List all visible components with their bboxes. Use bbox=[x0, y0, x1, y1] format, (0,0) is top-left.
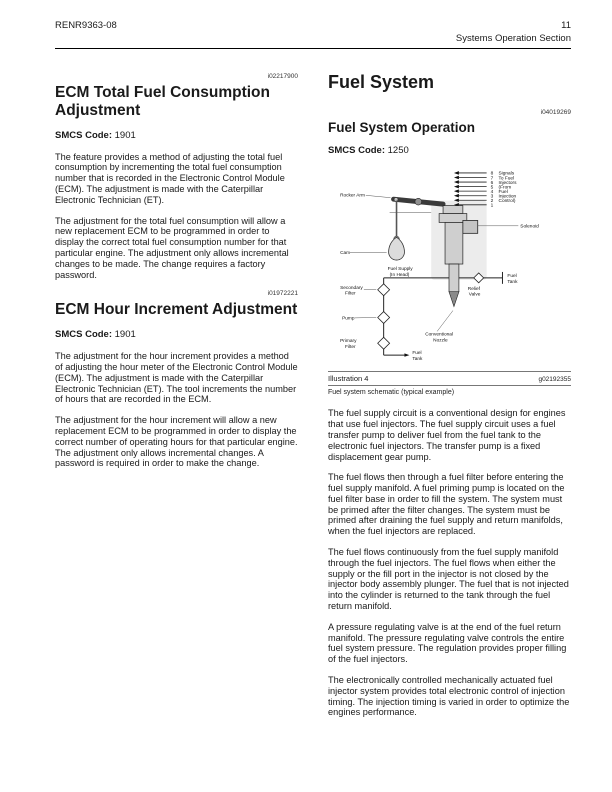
illustration-container bbox=[328, 167, 571, 396]
signal-label-line: Signals bbox=[498, 172, 515, 178]
illustration-caption: Fuel system schematic (typical example) bbox=[328, 385, 571, 396]
signal-label-line: Control) bbox=[498, 199, 516, 205]
fuel-supply-label-line2: (In Head) bbox=[389, 273, 410, 279]
smcs-label: SMCS Code: bbox=[328, 145, 385, 157]
signal-label-line: To Fuel bbox=[498, 176, 515, 182]
signal-number: 4 bbox=[490, 190, 494, 196]
signal-text-label bbox=[499, 171, 518, 204]
article-ref-id: i04019269 bbox=[540, 108, 571, 116]
rocker-arm-assembly bbox=[340, 193, 443, 205]
smcs-value: 1250 bbox=[387, 145, 409, 157]
pump-label: Pump bbox=[342, 316, 355, 322]
paragraph: The electronically controlled mechanically actuated fuel injector system provides total electronic control of injection timing. The injection timing is varied in order to optimize the engines performance. bbox=[328, 675, 570, 718]
pump-symbol bbox=[378, 312, 390, 324]
illustration-number: Illustration 4 bbox=[328, 374, 369, 384]
fuel-supply-label-line1: Fuel Supply bbox=[387, 267, 413, 273]
fuel-tank-right-label-line1: Fuel bbox=[507, 274, 517, 280]
article-title-fuel-system-operation: Fuel System Operation bbox=[328, 119, 476, 135]
article-ecm-hour-increment bbox=[55, 290, 298, 469]
signal-label-line: Injectors bbox=[498, 181, 517, 187]
solenoid-assembly bbox=[463, 221, 539, 234]
secondary-filter-label-line1: Secondary bbox=[340, 286, 363, 292]
cam-and-pushrod bbox=[340, 201, 404, 260]
signal-label-line: Fuel bbox=[498, 190, 508, 196]
smcs-value: 1901 bbox=[114, 129, 136, 141]
solenoid-label: Solenoid bbox=[520, 224, 539, 230]
illustration-graphic-id: g02192355 bbox=[538, 376, 571, 384]
signal-label-line: Injection bbox=[498, 194, 517, 200]
paragraph: The adjustment for the hour increment will allow a new replacement ECM to be programmed in order to display the correct number of operating hours for that particular engine. The adjustment only allows incremental changes. A password is required in order to make the change. bbox=[55, 415, 298, 469]
paragraph: The fuel supply circuit is a conventional design for engines that use fuel injectors. The fuel supply circuit uses a fuel transfer pump to deliver fuel from the fuel tank to the electronic fuel injectors. The transfer pump is a fixed displacement gear pump. bbox=[328, 408, 566, 462]
page-content bbox=[55, 20, 571, 728]
smcs-code-line bbox=[328, 145, 571, 156]
primary-filter-symbol bbox=[378, 338, 390, 350]
smcs-code-line bbox=[55, 130, 298, 141]
page-header bbox=[55, 20, 571, 31]
signal-number: 5 bbox=[490, 185, 494, 191]
article-title-ecm-total-fuel: ECM Total Fuel Consumption Adjustment bbox=[55, 84, 270, 119]
injector-nozzle-tip bbox=[449, 292, 459, 307]
paragraph: A pressure regulating valve is at the end of the fuel return manifold. The pressure regulating valve controls the entire fuel system pressure. The regulation provides proper filling of the fuel injectors. bbox=[328, 621, 567, 665]
paragraph: The adjustment for the total fuel consumption will allow a new replacement ECM to be programmed in order to display the correct total fuel consumption number for that particular engine. The adjustment only allows incremental changes to be made. The change requires a factory password. bbox=[55, 215, 289, 280]
secondary-filter-label-line2: Filter bbox=[345, 292, 356, 298]
fuel-tank-bottom-label-line2: Tank bbox=[412, 357, 423, 363]
primary-filter-label-line2: Filter bbox=[345, 345, 356, 351]
article-title-ecm-hour-increment: ECM Hour Increment Adjustment bbox=[55, 301, 298, 319]
smcs-value: 1901 bbox=[114, 329, 136, 341]
cam-lobe bbox=[389, 238, 405, 261]
rocker-arm-label: Rocker Arm bbox=[340, 194, 365, 200]
conventional-nozzle-label-line2: Nozzle bbox=[433, 338, 448, 344]
fuel-supply-chain bbox=[340, 278, 423, 362]
smcs-code-line bbox=[55, 329, 298, 340]
conventional-nozzle-label-line1: Conventional bbox=[425, 332, 453, 338]
paragraph: The fuel flows then through a fuel filter before entering the fuel supply manifold. A fuel priming pump is located on the fuel filter base in order to fill the system. The system must be primed after the filter changes. The system must be primed after draining the fuel supply and return manifolds, when the fuel injectors are replaced. bbox=[328, 472, 565, 537]
fuel-tank-arrow bbox=[404, 354, 409, 357]
document-number: RENR9363-08 bbox=[55, 20, 117, 31]
signal-number: 1 bbox=[490, 203, 494, 209]
secondary-filter-symbol bbox=[378, 284, 390, 296]
fuel-tank-bottom-label-line1: Fuel bbox=[412, 351, 422, 357]
smcs-label: SMCS Code: bbox=[55, 329, 112, 341]
relief-valve-label-line1: Relief bbox=[467, 287, 480, 293]
article-ref-id: i01972221 bbox=[267, 290, 298, 298]
signal-number: 6 bbox=[490, 181, 494, 187]
paragraph: The fuel flows continuously from the fuel supply manifold through the fuel injectors. The fuel flows when either the supply or the fill port in the injector is not closed by the injector body assembly plunger. The fuel that is not injected into the cylinder is returned to the tank through the fuel return manifold. bbox=[328, 547, 569, 612]
signal-number: 3 bbox=[490, 194, 494, 200]
signal-number: 7 bbox=[490, 176, 494, 182]
signal-number: 2 bbox=[490, 199, 494, 205]
right-column bbox=[328, 73, 571, 728]
relief-valve-label-line2: Valve bbox=[468, 293, 481, 299]
page-number: 11 bbox=[561, 20, 571, 31]
cam-label: Cam bbox=[340, 251, 351, 257]
signal-label-line: (From bbox=[498, 185, 512, 191]
primary-filter-label-line1: Primary bbox=[340, 339, 357, 345]
fuel-system-schematic-diagram bbox=[328, 167, 571, 367]
illustration-caption-header bbox=[328, 371, 571, 383]
signal-number: 8 bbox=[490, 172, 494, 178]
article-ref-id: i02217900 bbox=[267, 73, 298, 80]
smcs-label: SMCS Code: bbox=[55, 129, 112, 141]
section-title-header: Systems Operation Section bbox=[55, 33, 571, 49]
paragraph: The feature provides a method of adjusting the total fuel consumption by incrementing the total fuel consumption number that is recorded in the Electronic Control Module (ECM). The adjustment is made with the Caterpillar Electronic Technician (ET). bbox=[55, 151, 285, 205]
signal-number-labels bbox=[491, 171, 494, 209]
left-column bbox=[55, 73, 298, 728]
section-heading-fuel-system: Fuel System bbox=[328, 72, 435, 92]
conventional-nozzle-callout bbox=[425, 311, 453, 344]
two-column-layout bbox=[55, 73, 571, 728]
paragraph: The adjustment for the hour increment provides a method of adjusting the hour meter of the Electronic Control Module (ECM). The adjustment is made with the Caterpillar Electronic Technician (ET). The tool increments the number of hours that are recorded in the ECM. bbox=[55, 351, 298, 405]
fuel-tank-right-label-line2: Tank bbox=[507, 280, 518, 286]
